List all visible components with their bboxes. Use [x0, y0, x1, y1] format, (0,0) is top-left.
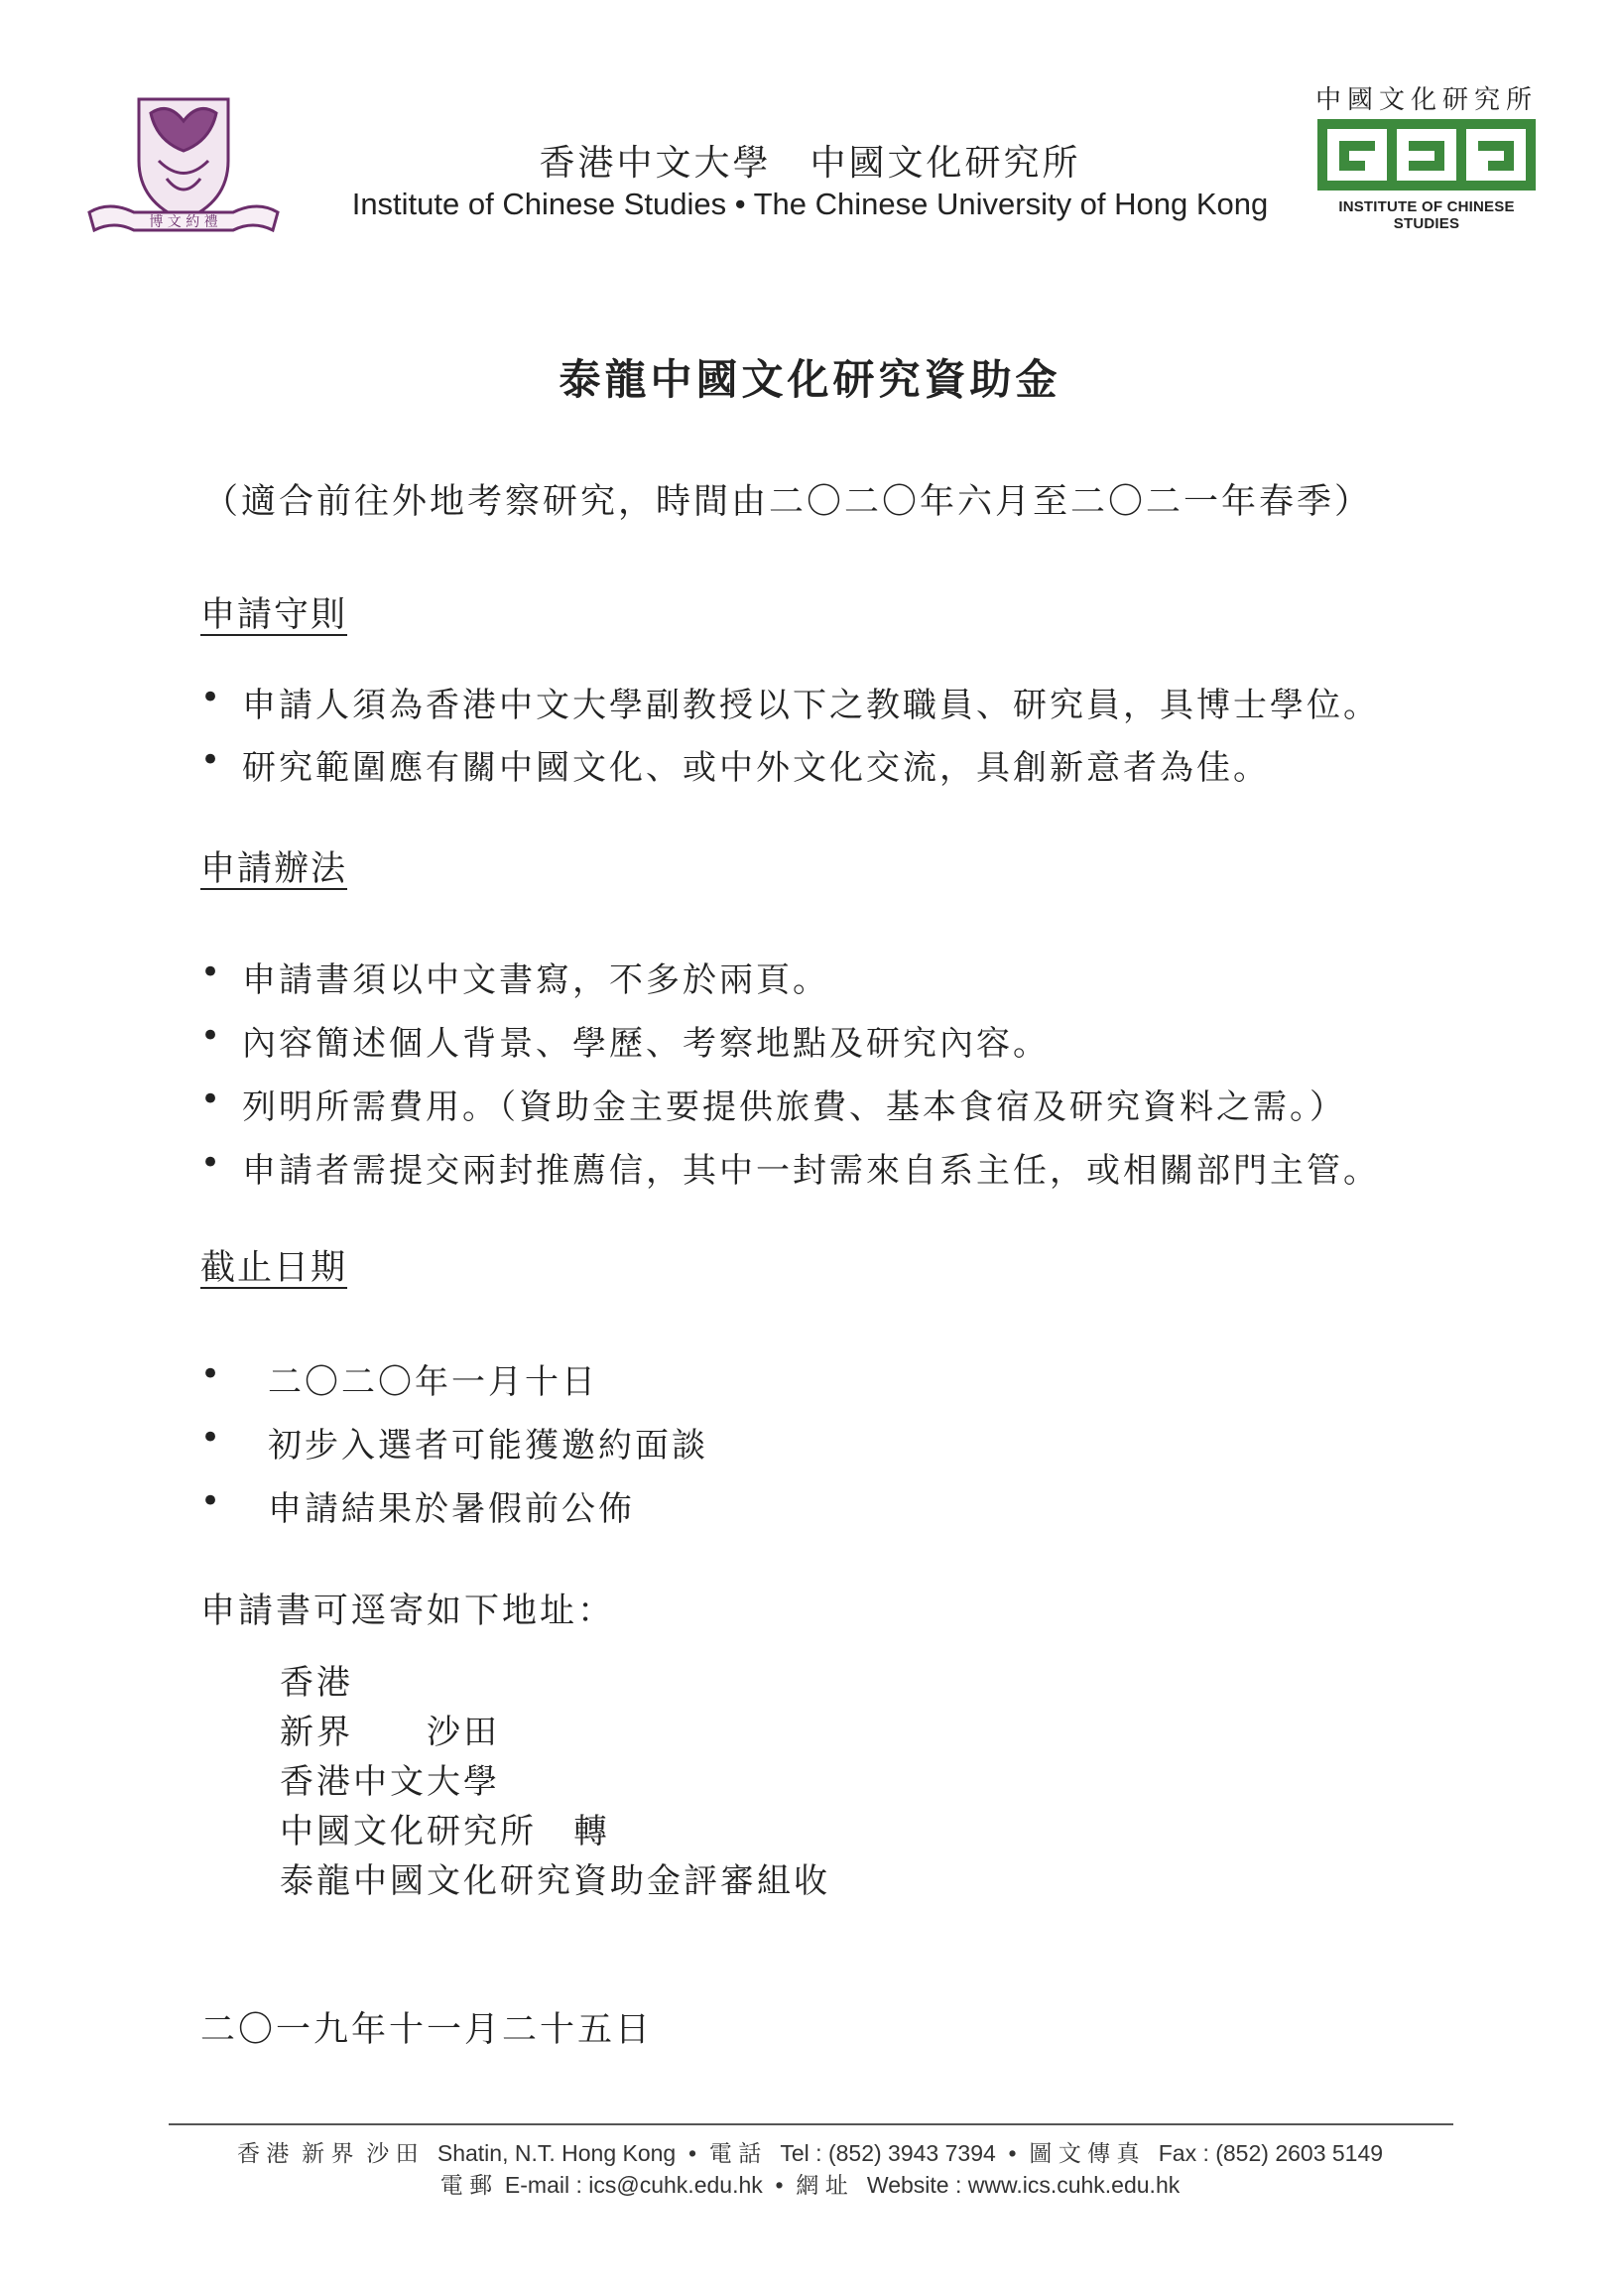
footer-contact-line2: 電 郵 E-mail : ics@cuhk.edu.hk • 網 址 Website : www.ics.cuhk.edu.hk — [439, 2172, 1181, 2198]
list-item: • 初步入選者可能獲邀約面談 — [200, 1418, 1520, 1481]
list-item: • 內容簡述個人背景、學歷、考察地點及研究內容。 — [200, 1016, 1520, 1080]
address-line: 香港 — [280, 1663, 353, 1703]
rules-list — [200, 678, 1520, 803]
footer-divider — [169, 2123, 1453, 2125]
svg-text:博 文 約 禮: 博 文 約 禮 — [149, 214, 218, 230]
header-title-english: Institute of Chinese Studies • The Chinese University of Hong Kong — [351, 187, 1269, 221]
list-item: • 研究範圍應有關中國文化、或中外文化交流，具創新意者為佳。 — [200, 740, 1520, 803]
document-title: 泰龍中國文化研究資助金 — [559, 355, 1061, 404]
ics-meander-icon — [1317, 119, 1536, 191]
section-heading-deadline: 截止日期 — [200, 1248, 348, 1288]
header-title-chinese: 香港中文大學 中國文化研究所 — [539, 143, 1081, 184]
ics-logo-chinese-text: 中國文化研究所 — [1314, 85, 1538, 115]
method-list — [200, 953, 1520, 1207]
list-item: • 申請書須以中文書寫，不多於兩頁。 — [200, 953, 1520, 1016]
address-line: 香港中文大學 — [280, 1762, 500, 1802]
list-item: • 列明所需費用。（資助金主要提供旅費、基本食宿及研究資料之需。） — [200, 1080, 1520, 1143]
ics-logo — [1308, 79, 1546, 232]
footer-contact-line1: 香 港 新 界 沙 田 Shatin, N.T. Hong Kong • 電 話 Tel : (852) 3943 7394 • 圖 文 傳 真 Fax : (852) 2603 5149 — [236, 2140, 1384, 2166]
list-item: • 二〇二〇年一月十日 — [200, 1354, 1520, 1418]
list-item: • 申請人須為香港中文大學副教授以下之教職員、研究員，具博士學位。 — [200, 678, 1520, 740]
document-subtitle: （適合前往外地考察研究，時間由二〇二〇年六月至二〇二一年春季） — [203, 482, 1373, 522]
address-line: 新界 沙田 — [280, 1713, 500, 1752]
ics-logo-english-text: INSTITUTE OF CHINESE STUDIES — [1338, 198, 1515, 232]
list-item: • 申請者需提交兩封推薦信，其中一封需來自系主任，或相關部門主管。 — [200, 1143, 1520, 1207]
section-heading-rules: 申請守則 — [200, 595, 348, 635]
list-item: • 申請結果於暑假前公佈 — [200, 1481, 1520, 1545]
document-date: 二〇一九年十一月二十五日 — [200, 2010, 654, 2050]
section-heading-method: 申請辦法 — [200, 849, 348, 889]
address-intro: 申請書可逕寄如下地址： — [200, 1592, 616, 1631]
address-line: 中國文化研究所 轉 — [280, 1812, 610, 1851]
deadline-list — [200, 1354, 1520, 1545]
address-line: 泰龍中國文化研究資助金評審組收 — [280, 1861, 830, 1901]
